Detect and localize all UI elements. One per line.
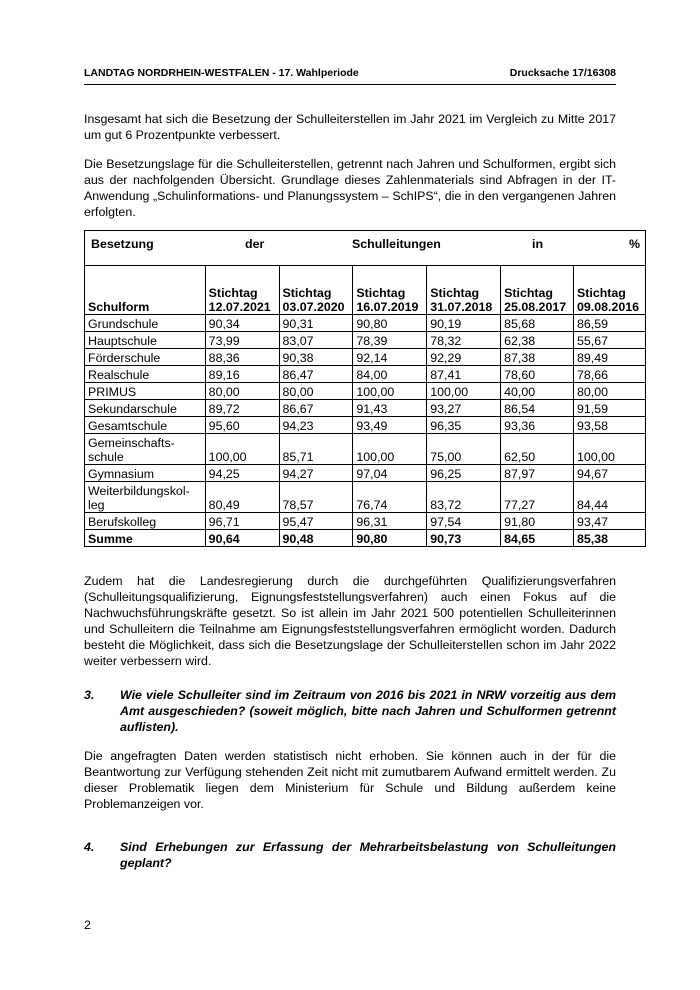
value-cell: 85,68: [501, 315, 574, 332]
schulform-label: Förderschule: [88, 351, 161, 365]
value-cell: 90,19: [427, 315, 501, 332]
value-cell: 77,27: [501, 482, 574, 513]
value-cell: 96,31: [353, 513, 427, 530]
paragraph-intro: Insgesamt hat sich die Besetzung der Schulleiterstellen im Jahr 2021 im Vergleich zu Mitte 2017 um gut 6 Prozentpunkte verbessert.: [84, 112, 616, 142]
schulform-label: Hauptschule: [88, 334, 157, 348]
schulform-label-cont: leg: [88, 498, 105, 512]
column-header-schulform: Schulform: [85, 266, 206, 315]
paragraph-overview: Die Besetzungslage für die Schulleiterstellen, getrennt nach Jahren und Schulformen, ergibt sich aus der nachfolgenden Übersicht. Grundlage dieses Zahlenmaterials sind Abfragen in der IT-Anwendung „Schulinformations- und Planungssystem – SchIPS“, die in den vergangenen Jahren erfolgten.: [84, 157, 616, 219]
sum-value-cell: 90,80: [353, 530, 427, 547]
value-cell: 100,00: [574, 434, 646, 465]
sum-value-cell: 84,65: [501, 530, 574, 547]
column-header-date: 09.08.2016: [577, 300, 640, 314]
value-cell: 92,14: [353, 349, 427, 366]
value-cell: 80,00: [279, 383, 353, 400]
column-header-stichtag: [501, 266, 574, 315]
paragraph-answer-3: Die angefragten Daten werden statistisch nicht erhoben. Sie können auch in der für die Beantwortung zur Verfügung stehenden Zeit nicht mit zumutbarem Aufwand ermittelt werden. Zu dieser Problematik liegen dem Ministerium für Schule und Bildung außerdem keine Problemanzeigen vor.: [84, 749, 616, 811]
value-cell: 55,67: [574, 332, 646, 349]
schulform-label: Gymnasium: [88, 467, 155, 481]
value-cell: 75,00: [427, 434, 501, 465]
value-cell: 94,67: [574, 465, 646, 482]
value-cell: 80,49: [205, 482, 279, 513]
column-header-label: Stichtag: [577, 286, 626, 300]
value-cell: 78,60: [501, 366, 574, 383]
column-header-label: Stichtag: [430, 286, 480, 300]
value-cell: 90,34: [205, 315, 279, 332]
table-title: [85, 231, 646, 266]
table-row: [85, 465, 646, 482]
schulleitungen-table: [84, 230, 646, 547]
value-cell: 97,54: [427, 513, 501, 530]
table-title-row: [85, 231, 646, 266]
document-number: Drucksache 17/16308: [509, 67, 616, 79]
value-cell: 93,49: [353, 417, 427, 434]
value-cell: 85,71: [279, 434, 353, 465]
column-header-stichtag: [205, 266, 279, 315]
value-cell: 87,97: [501, 465, 574, 482]
value-cell: 90,38: [279, 349, 353, 366]
table-title-word: der: [245, 237, 265, 251]
value-cell: 96,35: [427, 417, 501, 434]
sum-row: [85, 530, 646, 547]
table-header-row: [85, 266, 646, 315]
schulform-cell: [85, 349, 206, 366]
schulform-label: Grundschule: [88, 317, 159, 331]
question-3-number: 3.: [84, 688, 95, 702]
question-4-number: 4.: [84, 840, 95, 854]
schulform-label: PRIMUS: [88, 385, 137, 399]
value-cell: 76,74: [353, 482, 427, 513]
value-cell: 86,47: [279, 366, 353, 383]
column-header-date: 16.07.2019: [356, 300, 419, 314]
value-cell: 93,58: [574, 417, 646, 434]
value-cell: 78,57: [279, 482, 353, 513]
schulform-label: Gemeinschafts-: [88, 436, 175, 450]
schulform-cell: [85, 400, 206, 417]
table-title-word: Schulleitungen: [352, 237, 441, 251]
value-cell: 83,07: [279, 332, 353, 349]
value-cell: 91,59: [574, 400, 646, 417]
table-row: [85, 434, 646, 465]
column-header-label: Stichtag: [356, 286, 406, 300]
schulform-label: Gesamtschule: [88, 419, 168, 433]
table-row: [85, 349, 646, 366]
schulform-cell: [85, 332, 206, 349]
value-cell: 93,36: [501, 417, 574, 434]
table-row: [85, 400, 646, 417]
value-cell: 95,60: [205, 417, 279, 434]
sum-value-cell: 90,48: [279, 530, 353, 547]
schulform-cell: [85, 482, 206, 513]
column-header-date: 03.07.2020: [282, 300, 345, 314]
schulform-label-cont: schule: [88, 450, 124, 464]
value-cell: 40,00: [501, 383, 574, 400]
table-body: [85, 315, 646, 547]
value-cell: 86,59: [574, 315, 646, 332]
schulform-cell: [85, 434, 206, 465]
column-header-label: Stichtag: [504, 286, 553, 300]
schulform-cell: [85, 366, 206, 383]
schulform-label: Weiterbildungskol-: [88, 484, 190, 498]
sum-value-cell: 85,38: [574, 530, 646, 547]
table-row: [85, 482, 646, 513]
value-cell: 91,43: [353, 400, 427, 417]
value-cell: 73,99: [205, 332, 279, 349]
value-cell: 86,54: [501, 400, 574, 417]
value-cell: 94,27: [279, 465, 353, 482]
question-3-text: Wie viele Schulleiter sind im Zeitraum von 2016 bis 2021 in NRW vorzeitig aus dem Amt ausgeschieden? (soweit möglich, bitte nach Jahren und Schulformen getrennt auflisten).: [120, 688, 616, 734]
table-row: [85, 315, 646, 332]
table-row: [85, 513, 646, 530]
value-cell: 95,47: [279, 513, 353, 530]
value-cell: 100,00: [353, 383, 427, 400]
schulform-label: Realschule: [88, 368, 150, 382]
value-cell: 100,00: [427, 383, 501, 400]
column-header-stichtag: [574, 266, 646, 315]
schulform-label: Berufskolleg: [88, 515, 157, 529]
column-header-stichtag: [353, 266, 427, 315]
value-cell: 80,00: [205, 383, 279, 400]
value-cell: 88,36: [205, 349, 279, 366]
value-cell: 84,44: [574, 482, 646, 513]
schulform-cell: [85, 465, 206, 482]
schulform-cell: [85, 513, 206, 530]
table-title-word: in: [532, 237, 544, 251]
value-cell: 78,39: [353, 332, 427, 349]
value-cell: 93,47: [574, 513, 646, 530]
value-cell: 92,29: [427, 349, 501, 366]
header-title: LANDTAG NORDRHEIN-WESTFALEN - 17. Wahlperiode: [84, 67, 359, 79]
schulform-label: Sekundarschule: [88, 402, 177, 416]
value-cell: 78,32: [427, 332, 501, 349]
value-cell: 87,41: [427, 366, 501, 383]
value-cell: 84,00: [353, 366, 427, 383]
column-header-stichtag: [427, 266, 501, 315]
value-cell: 97,04: [353, 465, 427, 482]
table-row: [85, 417, 646, 434]
value-cell: 89,72: [205, 400, 279, 417]
value-cell: 94,23: [279, 417, 353, 434]
column-header-date: 25.08.2017: [504, 300, 567, 314]
value-cell: 89,16: [205, 366, 279, 383]
table-title-word: %: [629, 237, 641, 251]
value-cell: 89,49: [574, 349, 646, 366]
paragraph-qualification: Zudem hat die Landesregierung durch die durchgeführten Qualifizierungsverfahren (Schulleitungsqualifizierung, Eignungsfeststellungsverfahren) auch einen Fokus auf die Nachwuchsführungskräfte gesetzt. So ist allein im Jahr 2021 500 potentiellen Schulleiterinnen und Schulleitern die Teilnahme am Eignungsfeststellungsverfahren ermöglicht worden. Dadurch besteht die Möglichkeit, dass sich die Besetzungslage der Schulleiterstellen schon im Jahr 2022 weiter verbessern wird.: [84, 574, 616, 668]
table-row: [85, 332, 646, 349]
value-cell: 86,67: [279, 400, 353, 417]
page-number: 2: [84, 918, 91, 932]
value-cell: 62,38: [501, 332, 574, 349]
sum-value-cell: 90,73: [427, 530, 501, 547]
value-cell: 96,71: [205, 513, 279, 530]
value-cell: 80,00: [574, 383, 646, 400]
value-cell: 94,25: [205, 465, 279, 482]
table-row: [85, 383, 646, 400]
value-cell: 87,38: [501, 349, 574, 366]
value-cell: 96,25: [427, 465, 501, 482]
schulform-cell: [85, 417, 206, 434]
value-cell: 83,72: [427, 482, 501, 513]
value-cell: 90,31: [279, 315, 353, 332]
table-row: [85, 366, 646, 383]
header-divider: [84, 84, 616, 85]
column-header-stichtag: [279, 266, 353, 315]
value-cell: 62,50: [501, 434, 574, 465]
schulform-cell: [85, 383, 206, 400]
column-header-label: Stichtag: [208, 286, 258, 300]
page-header: [84, 67, 616, 81]
column-header-label: Stichtag: [282, 286, 332, 300]
sum-value-cell: 90,64: [205, 530, 279, 547]
value-cell: 91,80: [501, 513, 574, 530]
value-cell: 93,27: [427, 400, 501, 417]
schulform-cell: [85, 315, 206, 332]
question-4-text: Sind Erhebungen zur Erfassung der Mehrarbeitsbelastung von Schulleitungen geplant?: [120, 840, 616, 870]
column-header-date: 31.07.2018: [430, 300, 493, 314]
value-cell: 100,00: [353, 434, 427, 465]
table-title-word: Besetzung: [91, 237, 154, 251]
column-header-date: 12.07.2021: [208, 300, 271, 314]
sum-label: Summe: [85, 530, 206, 547]
value-cell: 90,80: [353, 315, 427, 332]
value-cell: 100,00: [205, 434, 279, 465]
value-cell: 78,66: [574, 366, 646, 383]
